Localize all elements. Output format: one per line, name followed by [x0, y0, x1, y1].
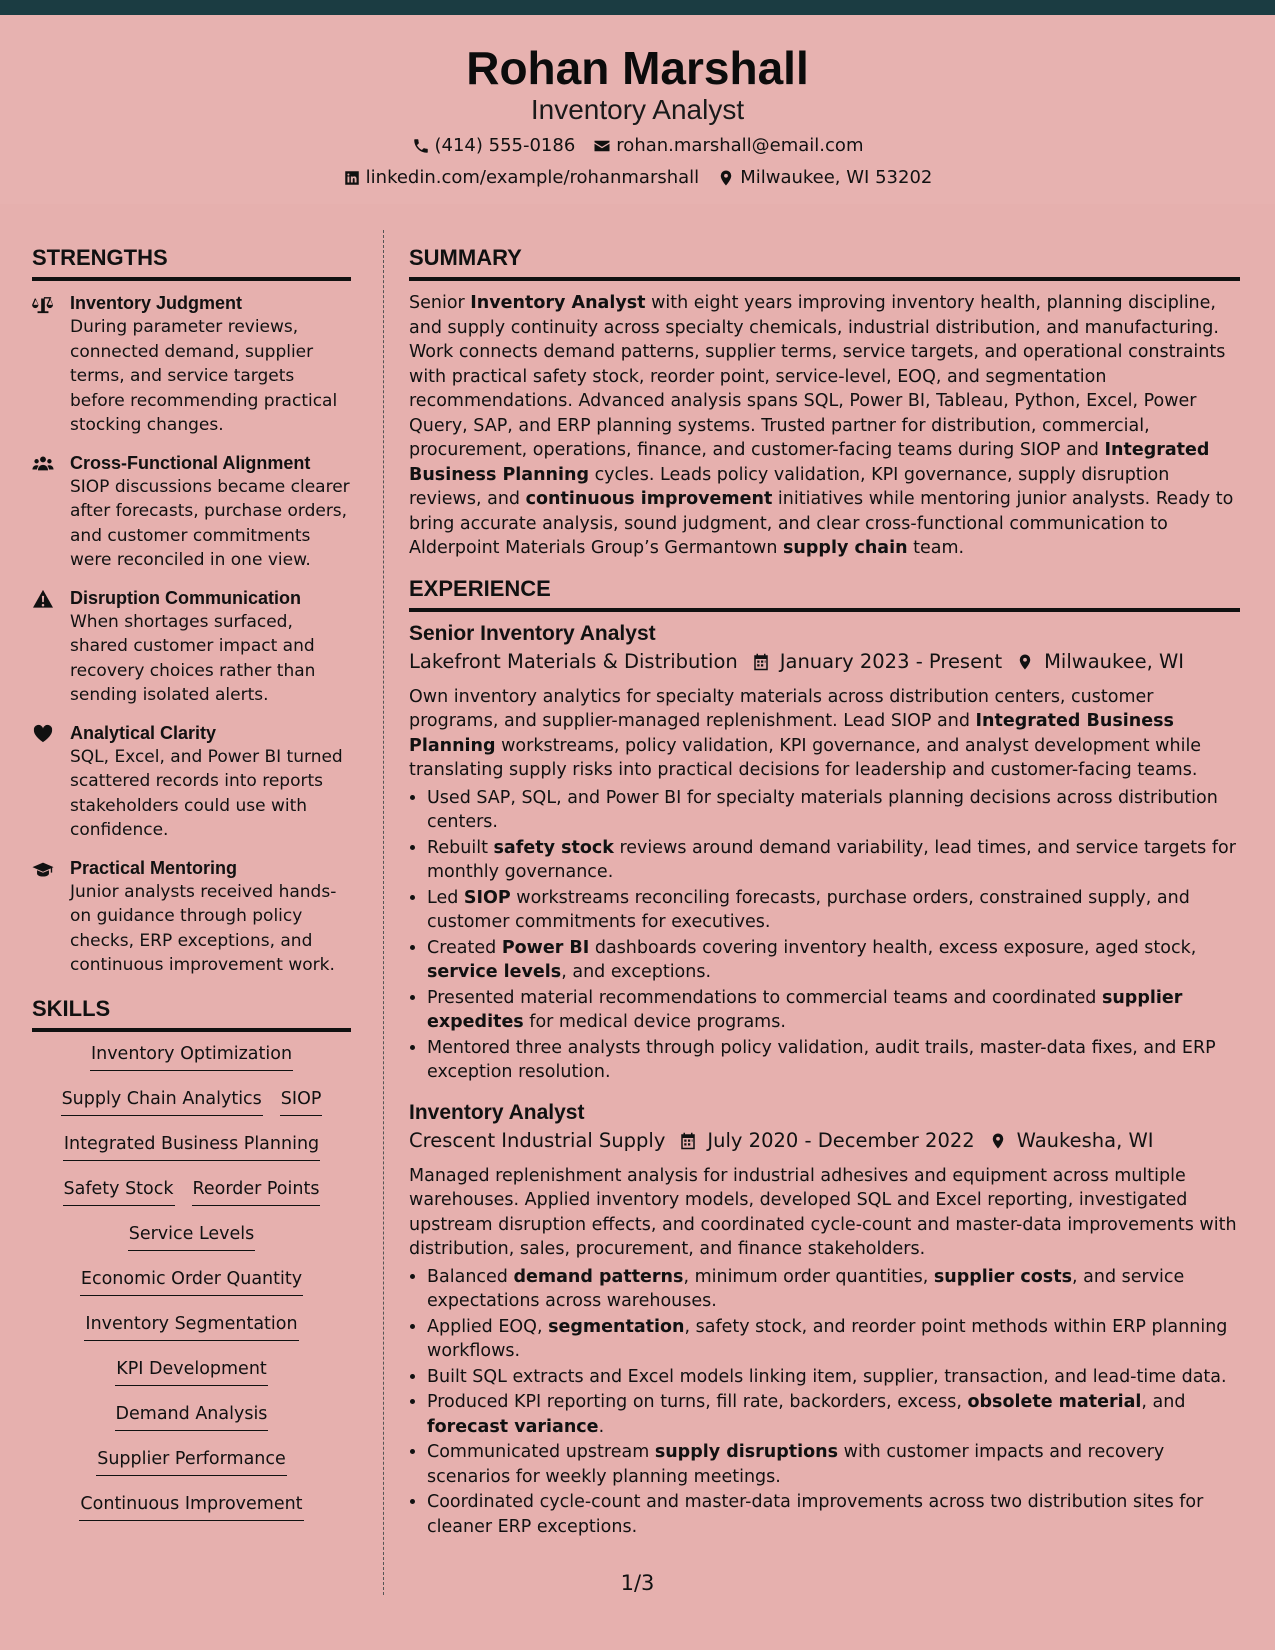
- skill-row: [32, 1447, 351, 1492]
- job-title: Senior Inventory Analyst: [409, 621, 656, 645]
- skill-tag: Supply Chain Analytics: [61, 1087, 263, 1116]
- skill-tag: SIOP: [280, 1087, 323, 1116]
- skill-tag: Reorder Points: [192, 1177, 321, 1206]
- resume-header: [0, 15, 1275, 204]
- strength-body: [70, 856, 351, 978]
- bullet-item: • Presented material recommendations to commercial teams and coordinated supplier expedites for medical device programs.: [427, 986, 1240, 1035]
- phone-text: (414) 555-0186: [434, 135, 576, 156]
- company-name: Lakefront Materials & Distribution: [409, 649, 738, 673]
- job-description: Own inventory analytics for specialty materials across distribution centers, customer programs, and supplier-managed replenishment. Lead SIOP and Integrated Business Planning workstreams, policy validation, KPI governance, and analyst development while translating supply risks into practical decisions for leadership and customer-facing teams.: [409, 686, 1202, 780]
- phone-icon: [412, 137, 430, 155]
- skill-row: [32, 1492, 351, 1537]
- users-icon: [32, 451, 56, 573]
- location-text: Milwaukee, WI 53202: [740, 167, 933, 188]
- skill-tag: Service Levels: [128, 1222, 256, 1251]
- strength-item: [32, 451, 351, 573]
- bullet-item: • Built SQL extracts and Excel models linking item, supplier, transaction, and lead-time data.: [427, 1365, 1240, 1390]
- strength-description: SIOP discussions became clearer after forecasts, purchase orders, and customer commitments were reconciled in one view.: [70, 476, 350, 570]
- left-column: [32, 244, 351, 1537]
- warning-icon: [32, 586, 56, 708]
- skill-tag: Supplier Performance: [96, 1447, 287, 1476]
- bullet-item: • Produced KPI reporting on turns, fill rate, backorders, excess, obsolete material, and forecast variance.: [427, 1390, 1240, 1439]
- bullet-item: • Coordinated cycle-count and master-data improvements across two distribution sites for cleaner ERP exceptions.: [427, 1490, 1240, 1539]
- linkedin-text[interactable]: linkedin.com/example/rohanmarshall: [365, 167, 700, 188]
- strength-item: [32, 856, 351, 978]
- strength-description: During parameter reviews, connected demand, supplier terms, and service targets before recommending practical stocking changes.: [70, 317, 338, 435]
- map-marker-icon: [1016, 652, 1034, 672]
- strength-item: [32, 721, 351, 843]
- strengths-list: [32, 291, 351, 978]
- job-entry: [409, 620, 1240, 1085]
- job-entry: [409, 1099, 1240, 1540]
- bullet-item: • Mentored three analysts through policy validation, audit trails, master-data fixes, and ERP exception resolution.: [427, 1036, 1240, 1085]
- location-contact: [717, 166, 932, 190]
- summary-heading: SUMMARY: [409, 244, 1240, 281]
- strength-item: [32, 586, 351, 708]
- strength-body: [70, 586, 351, 708]
- bullet-item: • Led SIOP workstreams reconciling forecasts, purchase orders, constrained supply, and customer commitments for executives.: [427, 886, 1240, 935]
- job-bullets: [409, 786, 1240, 1085]
- strength-title: Inventory Judgment: [70, 293, 243, 313]
- phone-contact: [412, 134, 576, 158]
- bullet-item: • Rebuilt safety stock reviews around demand variability, lead times, and service targets for monthly governance.: [427, 836, 1240, 885]
- job-title: Inventory Analyst: [409, 1100, 585, 1124]
- map-marker-icon: [989, 1131, 1007, 1151]
- linkedin-icon: [343, 169, 361, 187]
- strength-description: When shortages surfaced, shared customer impact and recovery choices rather than sending isolated alerts.: [70, 611, 316, 705]
- top-accent-bar: [0, 0, 1275, 15]
- skill-tag: Safety Stock: [63, 1177, 175, 1206]
- skill-row: [32, 1312, 351, 1357]
- skill-row: [32, 1087, 351, 1132]
- job-location: Waukesha, WI: [1016, 1128, 1154, 1152]
- job-bullets: [409, 1265, 1240, 1540]
- linkedin-contact[interactable]: [343, 166, 700, 190]
- job-dates: January 2023 - Present: [779, 649, 1003, 673]
- map-marker-icon: [717, 169, 735, 187]
- strength-title: Analytical Clarity: [70, 722, 217, 743]
- job-meta: [409, 647, 1240, 677]
- skill-tag: Integrated Business Planning: [63, 1132, 320, 1161]
- candidate-name: Rohan Marshall: [466, 42, 809, 94]
- strength-body: [70, 721, 351, 843]
- strength-body: [70, 291, 351, 438]
- skill-row: [32, 1132, 351, 1177]
- skill-row: [32, 1177, 351, 1222]
- heart-icon: [32, 721, 56, 843]
- contact-row-1: [0, 134, 1275, 158]
- experience-heading: EXPERIENCE: [409, 575, 1240, 612]
- skill-row: [32, 1357, 351, 1402]
- email-text[interactable]: rohan.marshall@email.com: [616, 135, 864, 156]
- graduation-cap-icon: [32, 856, 56, 978]
- envelope-icon: [593, 137, 611, 155]
- strength-body: [70, 451, 351, 573]
- strength-description: SQL, Excel, and Power BI turned scattered records into reports stakeholders could use with confidence.: [70, 746, 343, 840]
- strength-title: Disruption Communication: [70, 587, 301, 608]
- right-column: [409, 244, 1240, 1540]
- calendar-icon: [679, 1131, 697, 1151]
- email-contact[interactable]: [593, 134, 863, 158]
- job-meta: [409, 1126, 1240, 1156]
- skills-list: [32, 1042, 351, 1537]
- experience-list: [409, 620, 1240, 1540]
- skill-tag: Inventory Segmentation: [84, 1312, 298, 1341]
- job-description: Managed replenishment analysis for industrial adhesives and equipment across multiple warehouses. Applied inventory models, developed SQL and Excel reporting, investigated upstream disruption effects, and coordinated cycle-count and master-data improvements with distribution, sales, procurement, and finance stakeholders.: [409, 1165, 1237, 1259]
- skill-tag: Continuous Improvement: [79, 1492, 303, 1521]
- job-dates: July 2020 - December 2022: [707, 1128, 975, 1152]
- skill-row: [32, 1042, 351, 1087]
- strength-title: Practical Mentoring: [70, 857, 238, 878]
- skill-tag: KPI Development: [115, 1357, 268, 1386]
- column-divider: [383, 230, 384, 1595]
- bullet-item: • Applied EOQ, segmentation, safety stock, and reorder point methods within ERP planning workflows.: [427, 1315, 1240, 1364]
- candidate-title: Inventory Analyst: [530, 94, 745, 125]
- skill-tag: Economic Order Quantity: [80, 1267, 303, 1296]
- bullet-item: • Communicated upstream supply disruptions with customer impacts and recovery scenarios for weekly planning meetings.: [427, 1440, 1240, 1489]
- job-location: Milwaukee, WI: [1044, 649, 1185, 673]
- balance-scale-icon: [32, 291, 56, 438]
- strength-item: [32, 291, 351, 438]
- strength-title: Cross-Functional Alignment: [70, 452, 311, 473]
- skill-row: [32, 1222, 351, 1267]
- bullet-item: • Used SAP, SQL, and Power BI for specialty materials planning decisions across distribution centers.: [427, 786, 1240, 835]
- bullet-item: • Created Power BI dashboards covering inventory health, excess exposure, aged stock, service levels, and exceptions.: [427, 936, 1240, 985]
- page-number: 1/3: [620, 1571, 655, 1595]
- company-name: Crescent Industrial Supply: [409, 1128, 666, 1152]
- skill-tag: Demand Analysis: [115, 1402, 269, 1431]
- skills-heading: SKILLS: [32, 995, 351, 1032]
- strengths-heading: STRENGTHS: [32, 244, 351, 281]
- strength-description: Junior analysts received hands-on guidance through policy checks, ERP exceptions, and continuous improvement work.: [70, 881, 337, 975]
- bullet-item: • Balanced demand patterns, minimum order quantities, supplier costs, and service expectations across warehouses.: [427, 1265, 1240, 1314]
- skill-row: [32, 1267, 351, 1312]
- summary-text: Senior Inventory Analyst with eight years improving inventory health, planning discipline, and supply continuity across specialty chemicals, industrial distribution, and manufacturing. Work connects demand patterns, supplier terms, service targets, and operational constraints with practical safety stock, reorder point, service-level, EOQ, and segmentation recommendations. Advanced analysis spans SQL, Power BI, Tableau, Python, Excel, Power Query, SAP, and ERP planning systems. Trusted partner for distribution, commercial, procurement, operations, finance, and customer-facing teams during SIOP and Integrated Business Planning cycles. Leads policy validation, KPI governance, supply disruption reviews, and continuous improvement initiatives while mentoring junior analysts. Ready to bring accurate analysis, sound judgment, and clear cross-functional communication to Alderpoint Materials Group’s Germantown supply chain team.: [409, 293, 1234, 558]
- skill-row: [32, 1402, 351, 1447]
- contact-row-2: [0, 166, 1275, 190]
- calendar-icon: [752, 652, 770, 672]
- skill-tag: Inventory Optimization: [90, 1042, 293, 1071]
